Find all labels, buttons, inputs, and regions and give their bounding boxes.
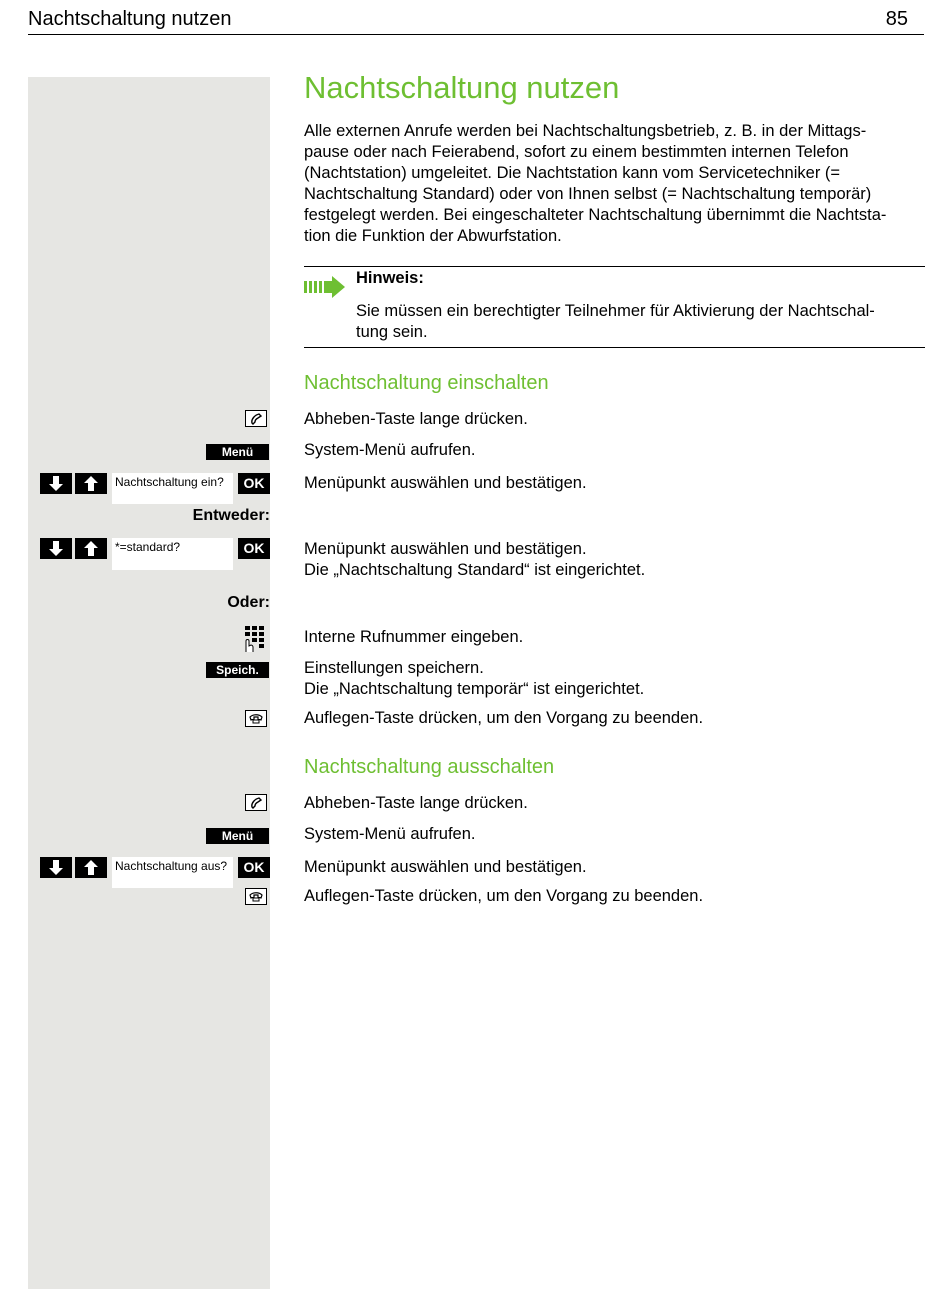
menu-softkey[interactable]: Menü (206, 828, 269, 844)
ok-button[interactable]: OK (238, 538, 270, 559)
arrow-down-icon[interactable] (40, 538, 72, 559)
intro-paragraph: Alle externen Anrufe werden bei Nachtschaltungsbetrieb, z. B. in der Mittags- pause oder nach Feierabend, sofort zu einem bestimmten internen Telefon (Nachtstation) umgeleitet. Die Nachtstation kann vom Servicetechniker (= Nachtschaltung Standard) oder von Ihnen selbst (= Nachtschaltung temporär) festgelegt werden. Bei eingeschalteter Nachtschaltung übernimmt die Nachtsta- tion die Funktion der Abwurfstation. (304, 122, 887, 245)
keypad-icon (243, 625, 269, 658)
save-softkey[interactable]: Speich. (206, 662, 269, 678)
instruction-sidebar (28, 77, 270, 1289)
display-menu-item: Nachtschaltung ein? (112, 473, 233, 504)
note-top-rule (304, 266, 925, 267)
menu-softkey[interactable]: Menü (206, 444, 269, 460)
on-step1-text: Abheben-Taste lange drücken. (304, 410, 528, 428)
note-bottom-rule (304, 347, 925, 348)
handset-lift-icon (245, 794, 267, 811)
ok-button[interactable]: OK (238, 857, 270, 878)
off-step4-text: Auflegen-Taste drücken, um den Vorgang zu beenden. (304, 887, 704, 905)
on-step4-text: Menüpunkt auswählen und bestätigen. Die „Nachtschaltung Standard“ ist eingerichtet. (304, 540, 646, 579)
arrow-right-icon (304, 276, 346, 303)
on-step5-text: Interne Rufnummer eingeben. (304, 628, 524, 646)
handset-lift-icon (245, 410, 267, 427)
section-title-off: Nachtschaltung ausschalten (304, 756, 555, 778)
page-number: 85 (885, 8, 908, 30)
or-label: Oder: (227, 594, 270, 611)
display-menu-item: Nachtschaltung aus? (112, 857, 233, 888)
note-body: Sie müssen ein berechtigter Teilnehmer für Aktivierung der Nachtschal- tung sein. (356, 302, 875, 341)
on-step6-text: Einstellungen speichern. Die „Nachtschaltung temporär“ ist eingerichtet. (304, 659, 645, 698)
arrow-up-icon[interactable] (75, 538, 107, 559)
arrow-up-icon[interactable] (75, 473, 107, 494)
display-menu-item: *=standard? (112, 538, 233, 570)
on-step2-text: System-Menü aufrufen. (304, 441, 476, 459)
off-step3-text: Menüpunkt auswählen und bestätigen. (304, 858, 587, 876)
on-step3-text: Menüpunkt auswählen und bestätigen. (304, 474, 587, 492)
arrow-down-icon[interactable] (40, 857, 72, 878)
ok-button[interactable]: OK (238, 473, 270, 494)
arrow-down-icon[interactable] (40, 473, 72, 494)
note-heading: Hinweis: (356, 269, 424, 287)
hang-up-icon (245, 710, 267, 727)
running-header-title: Nachtschaltung nutzen (28, 8, 232, 30)
off-step1-text: Abheben-Taste lange drücken. (304, 794, 528, 812)
section-title-on: Nachtschaltung einschalten (304, 372, 549, 394)
header-rule (28, 34, 924, 35)
page-title: Nachtschaltung nutzen (304, 70, 620, 105)
off-step2-text: System-Menü aufrufen. (304, 825, 476, 843)
either-label: Entweder: (192, 507, 270, 524)
arrow-up-icon[interactable] (75, 857, 107, 878)
on-step7-text: Auflegen-Taste drücken, um den Vorgang zu beenden. (304, 709, 704, 727)
hang-up-icon (245, 888, 267, 905)
